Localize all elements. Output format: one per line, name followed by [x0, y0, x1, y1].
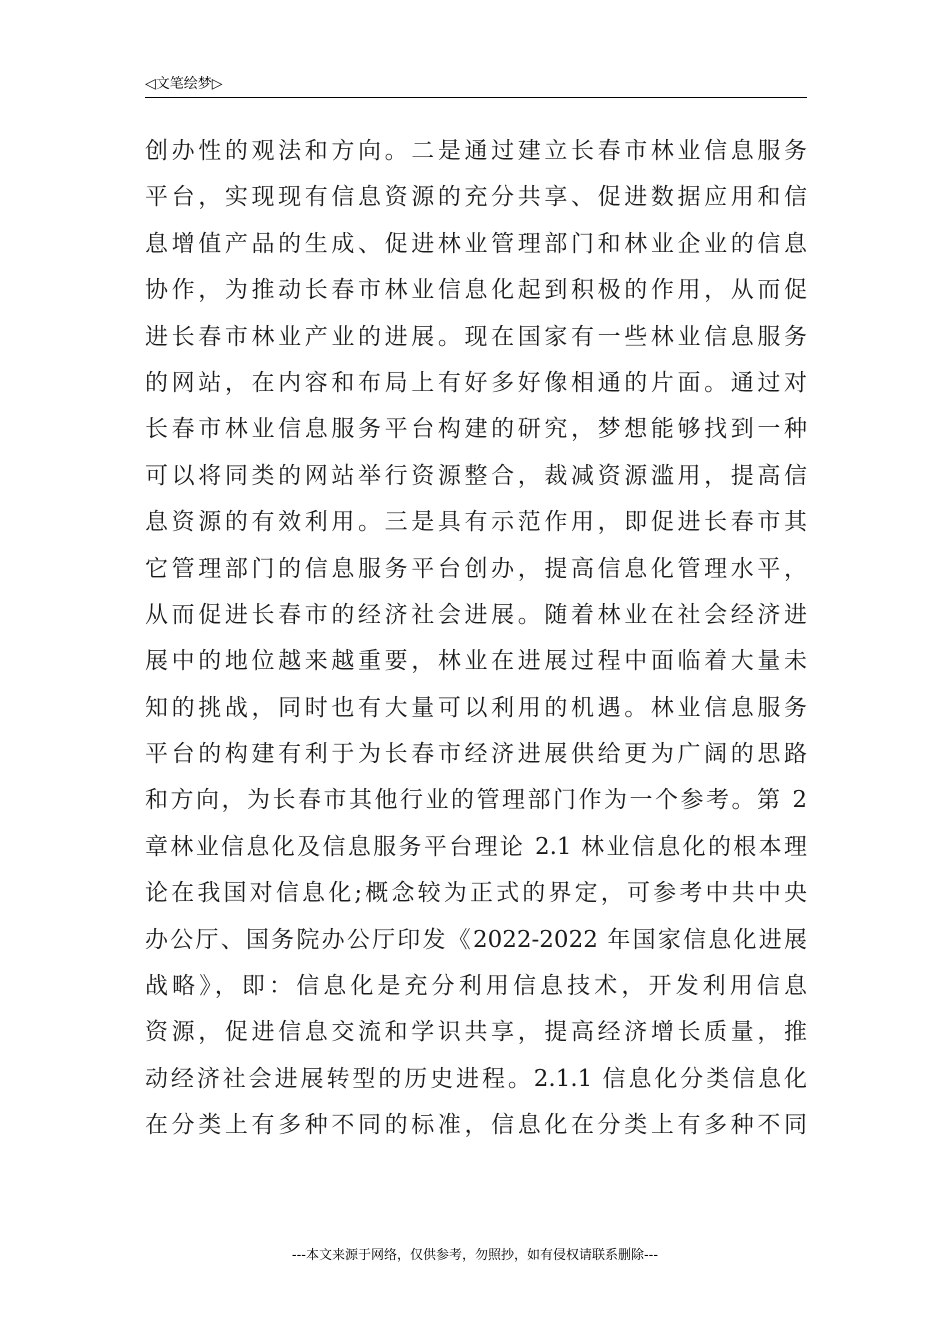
text-line: 平台的构建有利于为长春市经济进展供给更为广阔的思路 — [145, 741, 807, 768]
text-line: 办公厅、国务院办公厅印发《2022-2022 年国家信息化进展 — [145, 926, 807, 953]
text-line: 和方向，为长春市其他行业的管理部门作为一个参考。第 2 — [145, 787, 807, 814]
text-line: 息增值产品的生成、促进林业管理部门和林业企业的信息 — [145, 230, 807, 257]
text-line: 它管理部门的信息服务平台创办，提高信息化管理水平， — [145, 555, 807, 582]
text-line: 资源，促进信息交流和学识共享，提高经济增长质量，推 — [145, 1019, 807, 1046]
text-line: 章林业信息化及信息服务平台理论 2.1 林业信息化的根本理 — [145, 833, 807, 860]
text-line: 战略》，即：信息化是充分利用信息技术，开发利用信息 — [145, 973, 807, 1000]
header-divider — [145, 97, 807, 98]
text-line: 从而促进长春市的经济社会进展。随着林业在社会经济进 — [145, 601, 807, 628]
text-line: 息资源的有效利用。三是具有示范作用，即促进长春市其 — [145, 509, 807, 536]
text-line: 展中的地位越来越重要，林业在进展过程中面临着大量未 — [145, 648, 807, 675]
text-line: 长春市林业信息服务平台构建的研究，梦想能够找到一种 — [145, 416, 807, 443]
text-line: 可以将同类的网站举行资源整合，裁减资源滥用，提高信 — [145, 462, 807, 489]
text-line: 进长春市林业产业的进展。现在国家有一些林业信息服务 — [145, 323, 807, 350]
text-line: 创办性的观法和方向。二是通过建立长春市林业信息服务 — [145, 138, 807, 164]
header-title: ◁文笔绘梦▷ — [145, 76, 223, 92]
text-line: 的网站，在内容和布局上有好多好像相通的片面。通过对 — [145, 369, 807, 396]
page-footer-notice: ---本文来源于网络，仅供参考，勿照抄，如有侵权请联系删除--- — [291, 1248, 659, 1263]
text-line: 协作，为推动长春市林业信息化起到积极的作用，从而促 — [145, 277, 807, 304]
text-line: 动经济社会进展转型的历史进程。2.1.1 信息化分类信息化 — [145, 1065, 807, 1092]
text-line: 论在我国对信息化;概念较为正式的界定，可参考中共中央 — [145, 880, 807, 907]
text-line: 在分类上有多种不同的标准，信息化在分类上有多种不同 — [145, 1112, 807, 1139]
text-line: 平台，实现现有信息资源的充分共享、促进数据应用和信 — [145, 184, 807, 211]
body-text — [145, 128, 807, 1149]
text-line: 知的挑战，同时也有大量可以利用的机遇。林业信息服务 — [145, 694, 807, 721]
